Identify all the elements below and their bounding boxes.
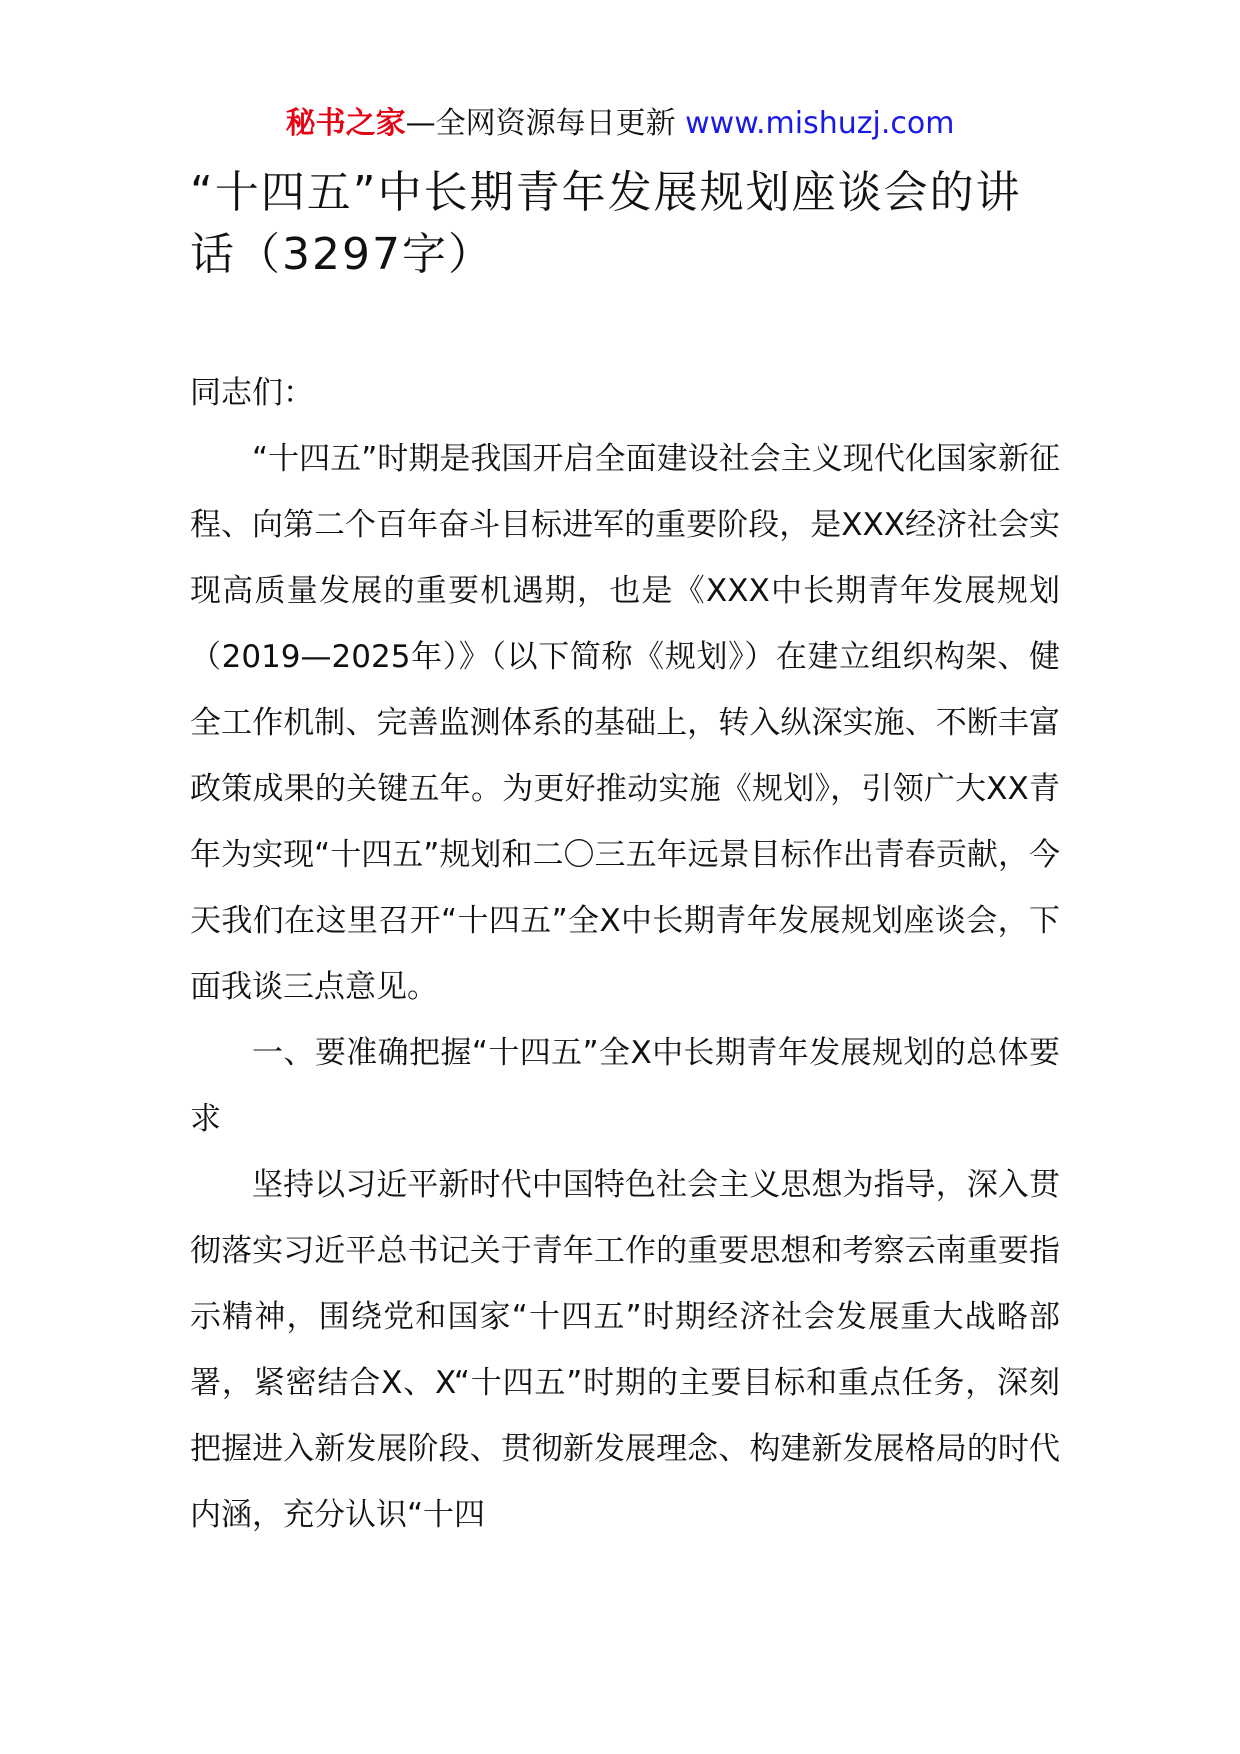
section-heading: 一、要准确把握“十四五”全X中长期青年发展规划的总体要求 bbox=[190, 1035, 1060, 1137]
site-header bbox=[0, 104, 1240, 144]
brand-name[interactable]: 秘书之家 bbox=[285, 106, 406, 141]
header-tagline: —全网资源每日更新 bbox=[405, 106, 686, 141]
document-body bbox=[190, 162, 1060, 1548]
intro-paragraph: “十四五”时期是我国开启全面建设社会主义现代化国家新征程、向第二个百年奋斗目标进军的重要阶段，是XXX经济社会实现高质量发展的重要机遇期，也是《XXX中长期青年发展规划（2019—2025年）》（以下简称《规划》）在建立组织构架、健全工作机制、完善监测体系的基础上，转入纵深实施、不断丰富政策成果的关键五年。为更好推动实施《规划》，引领广大XX青年为实现“十四五”规划和二〇三五年远景目标作出青春贡献，今天我们在这里召开“十四五”全X中长期青年发展规划座谈会，下面我谈三点意见。 bbox=[190, 441, 1060, 1005]
section-paragraph: 坚持以习近平新时代中国特色社会主义思想为指导，深入贯彻落实习近平总书记关于青年工作的重要思想和考察云南重要指示精神，围绕党和国家“十四五”时期经济社会发展重大战略部署，紧密结合X、X“十四五”时期的主要目标和重点任务，深刻把握进入新发展阶段、贯彻新发展理念、构建新发展格局的时代内涵，充分认识“十四 bbox=[190, 1167, 1060, 1533]
greeting: 同志们： bbox=[190, 375, 314, 411]
site-url-link[interactable]: www.mishuzj.com bbox=[685, 106, 955, 141]
document-title: “十四五”中长期青年发展规划座谈会的讲话（3297字） bbox=[190, 167, 1022, 280]
